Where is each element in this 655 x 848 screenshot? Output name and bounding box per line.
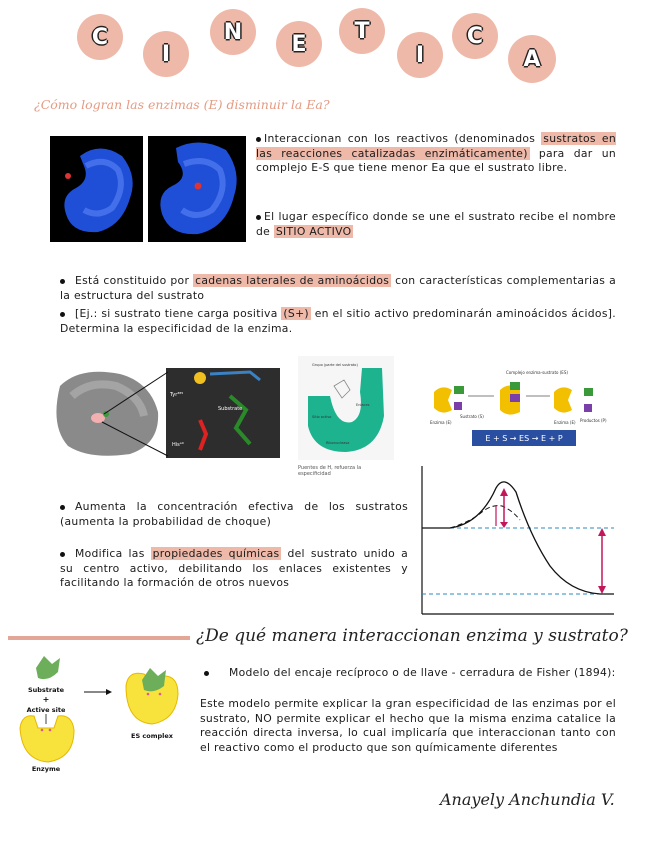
- reaction-label: Enzima (E): [430, 420, 452, 425]
- enzyme-reaction-figure: [424, 366, 616, 450]
- block1-text-pre: Interaccionan con los reactivos (denominados: [264, 132, 542, 145]
- title-letter: A: [508, 35, 556, 83]
- enzyme-label: Enzyme: [31, 765, 61, 773]
- protein-image-right: [148, 136, 246, 242]
- sitio-activo-highlight: SITIO ACTIVO: [275, 224, 352, 238]
- reaction-label: Sustrato (S): [460, 414, 484, 419]
- pocket-caption: Puentes de H, refuerza la especificidad: [298, 465, 362, 477]
- block2-text-post2: en el sitio activo predominarán aminoácidos ácidos]. Determina la especificidad de la enzima.: [60, 307, 616, 335]
- active-site-label: Active site: [26, 706, 66, 714]
- title-letter: C: [452, 13, 498, 59]
- enzyme-surface-figure: [50, 366, 282, 460]
- complex-label: Tyr³⁸⁵: [170, 392, 184, 398]
- charge-highlight: (S+): [283, 307, 309, 320]
- title-letter: I: [397, 32, 443, 78]
- complex-label: Substrate: [218, 406, 243, 412]
- block1-text-post: para dar un complejo E-S que tiene menor Ea que el sustrato libre.: [256, 146, 616, 174]
- reaction-top-label: Complejo enzima-sustrato (ES): [506, 370, 568, 375]
- block4-bullet: [200, 666, 616, 681]
- lock-key-figure: [8, 654, 198, 774]
- block2-text-post: con características complementarias a la estructura del sustrato: [60, 274, 616, 302]
- reaction-label: Enzima (E): [554, 420, 576, 425]
- protein-image-left: [50, 136, 143, 242]
- active-site-pocket-figure: [298, 356, 394, 477]
- energy-diagram: [420, 466, 616, 616]
- section-heading: ¿De qué manera interaccionan enzima y sustrato?: [196, 626, 628, 646]
- es-complex-label: ES complex: [131, 732, 173, 740]
- block1-bullet1: [256, 132, 616, 176]
- reaction-label: Productos (P): [580, 418, 607, 423]
- block3-bullet1: [60, 500, 408, 529]
- block3-text-post: del sustrato unido a su centro activo, debilitando los enlaces existentes y facilitando la formación de otros nuevos: [60, 547, 408, 589]
- substrate-label: Substrate: [27, 686, 65, 694]
- pocket-label: Grupo (parte del sustrato): [312, 363, 358, 367]
- block1-text-pre2: El lugar específico donde se une el sustrato recibe el nombre de: [256, 210, 616, 238]
- plus-label: +: [42, 695, 50, 704]
- question-1: ¿Cómo logran las enzimas (E) disminuir la Ea?: [34, 97, 330, 112]
- title-letter: T: [339, 8, 385, 54]
- block4-bullet-text: Modelo del encaje recíproco o de llave - cerradura de Fisher (1894):: [229, 666, 616, 679]
- title-letter: N: [210, 9, 256, 55]
- cadenas-highlight: cadenas laterales de aminoácidos: [195, 274, 390, 287]
- block2-text-pre2: [Ej.: si sustrato tiene carga positiva: [75, 307, 282, 320]
- block1-highlight: sustratos en las reacciones catalizadas enzimáticamente): [256, 132, 616, 160]
- propiedades-highlight: propiedades químicas: [152, 547, 280, 560]
- block2-bullet2: [60, 307, 616, 336]
- pocket-label: Sitio activo: [312, 415, 332, 419]
- complex-label: Hisᵃ⁰: [172, 442, 184, 448]
- block1-bullet2: [256, 210, 616, 239]
- pocket-label: Ribonucleasa: [326, 441, 350, 445]
- block4-paragraph: Este modelo permite explicar la gran especificidad de las enzimas por el sustrato, NO permite explicar el hecho que la misma enzima catalice la reacción directa inversa, lo cual implicaría que interaccionan tanto con el reactivo como el producto que son químicamente diferentes: [200, 697, 616, 754]
- title-letter: E: [276, 21, 322, 67]
- block3-text-pre: Modifica las: [75, 547, 151, 560]
- block3-text1: Aumenta la concentración efectiva de los sustratos (aumenta la probabilidad de choque): [60, 500, 408, 528]
- title-letter: C: [77, 14, 123, 60]
- reaction-equation: E + S → ES → E + P: [485, 434, 563, 443]
- signature: Anayely Anchundia V.: [440, 790, 615, 809]
- title-letter: I: [143, 31, 189, 77]
- block2-bullet1: [60, 274, 616, 303]
- section-divider: [8, 636, 190, 640]
- block2-text-pre: Está constituido por: [75, 274, 194, 287]
- block3-bullet2: [60, 547, 408, 591]
- pocket-label: Enlaces: [356, 403, 370, 407]
